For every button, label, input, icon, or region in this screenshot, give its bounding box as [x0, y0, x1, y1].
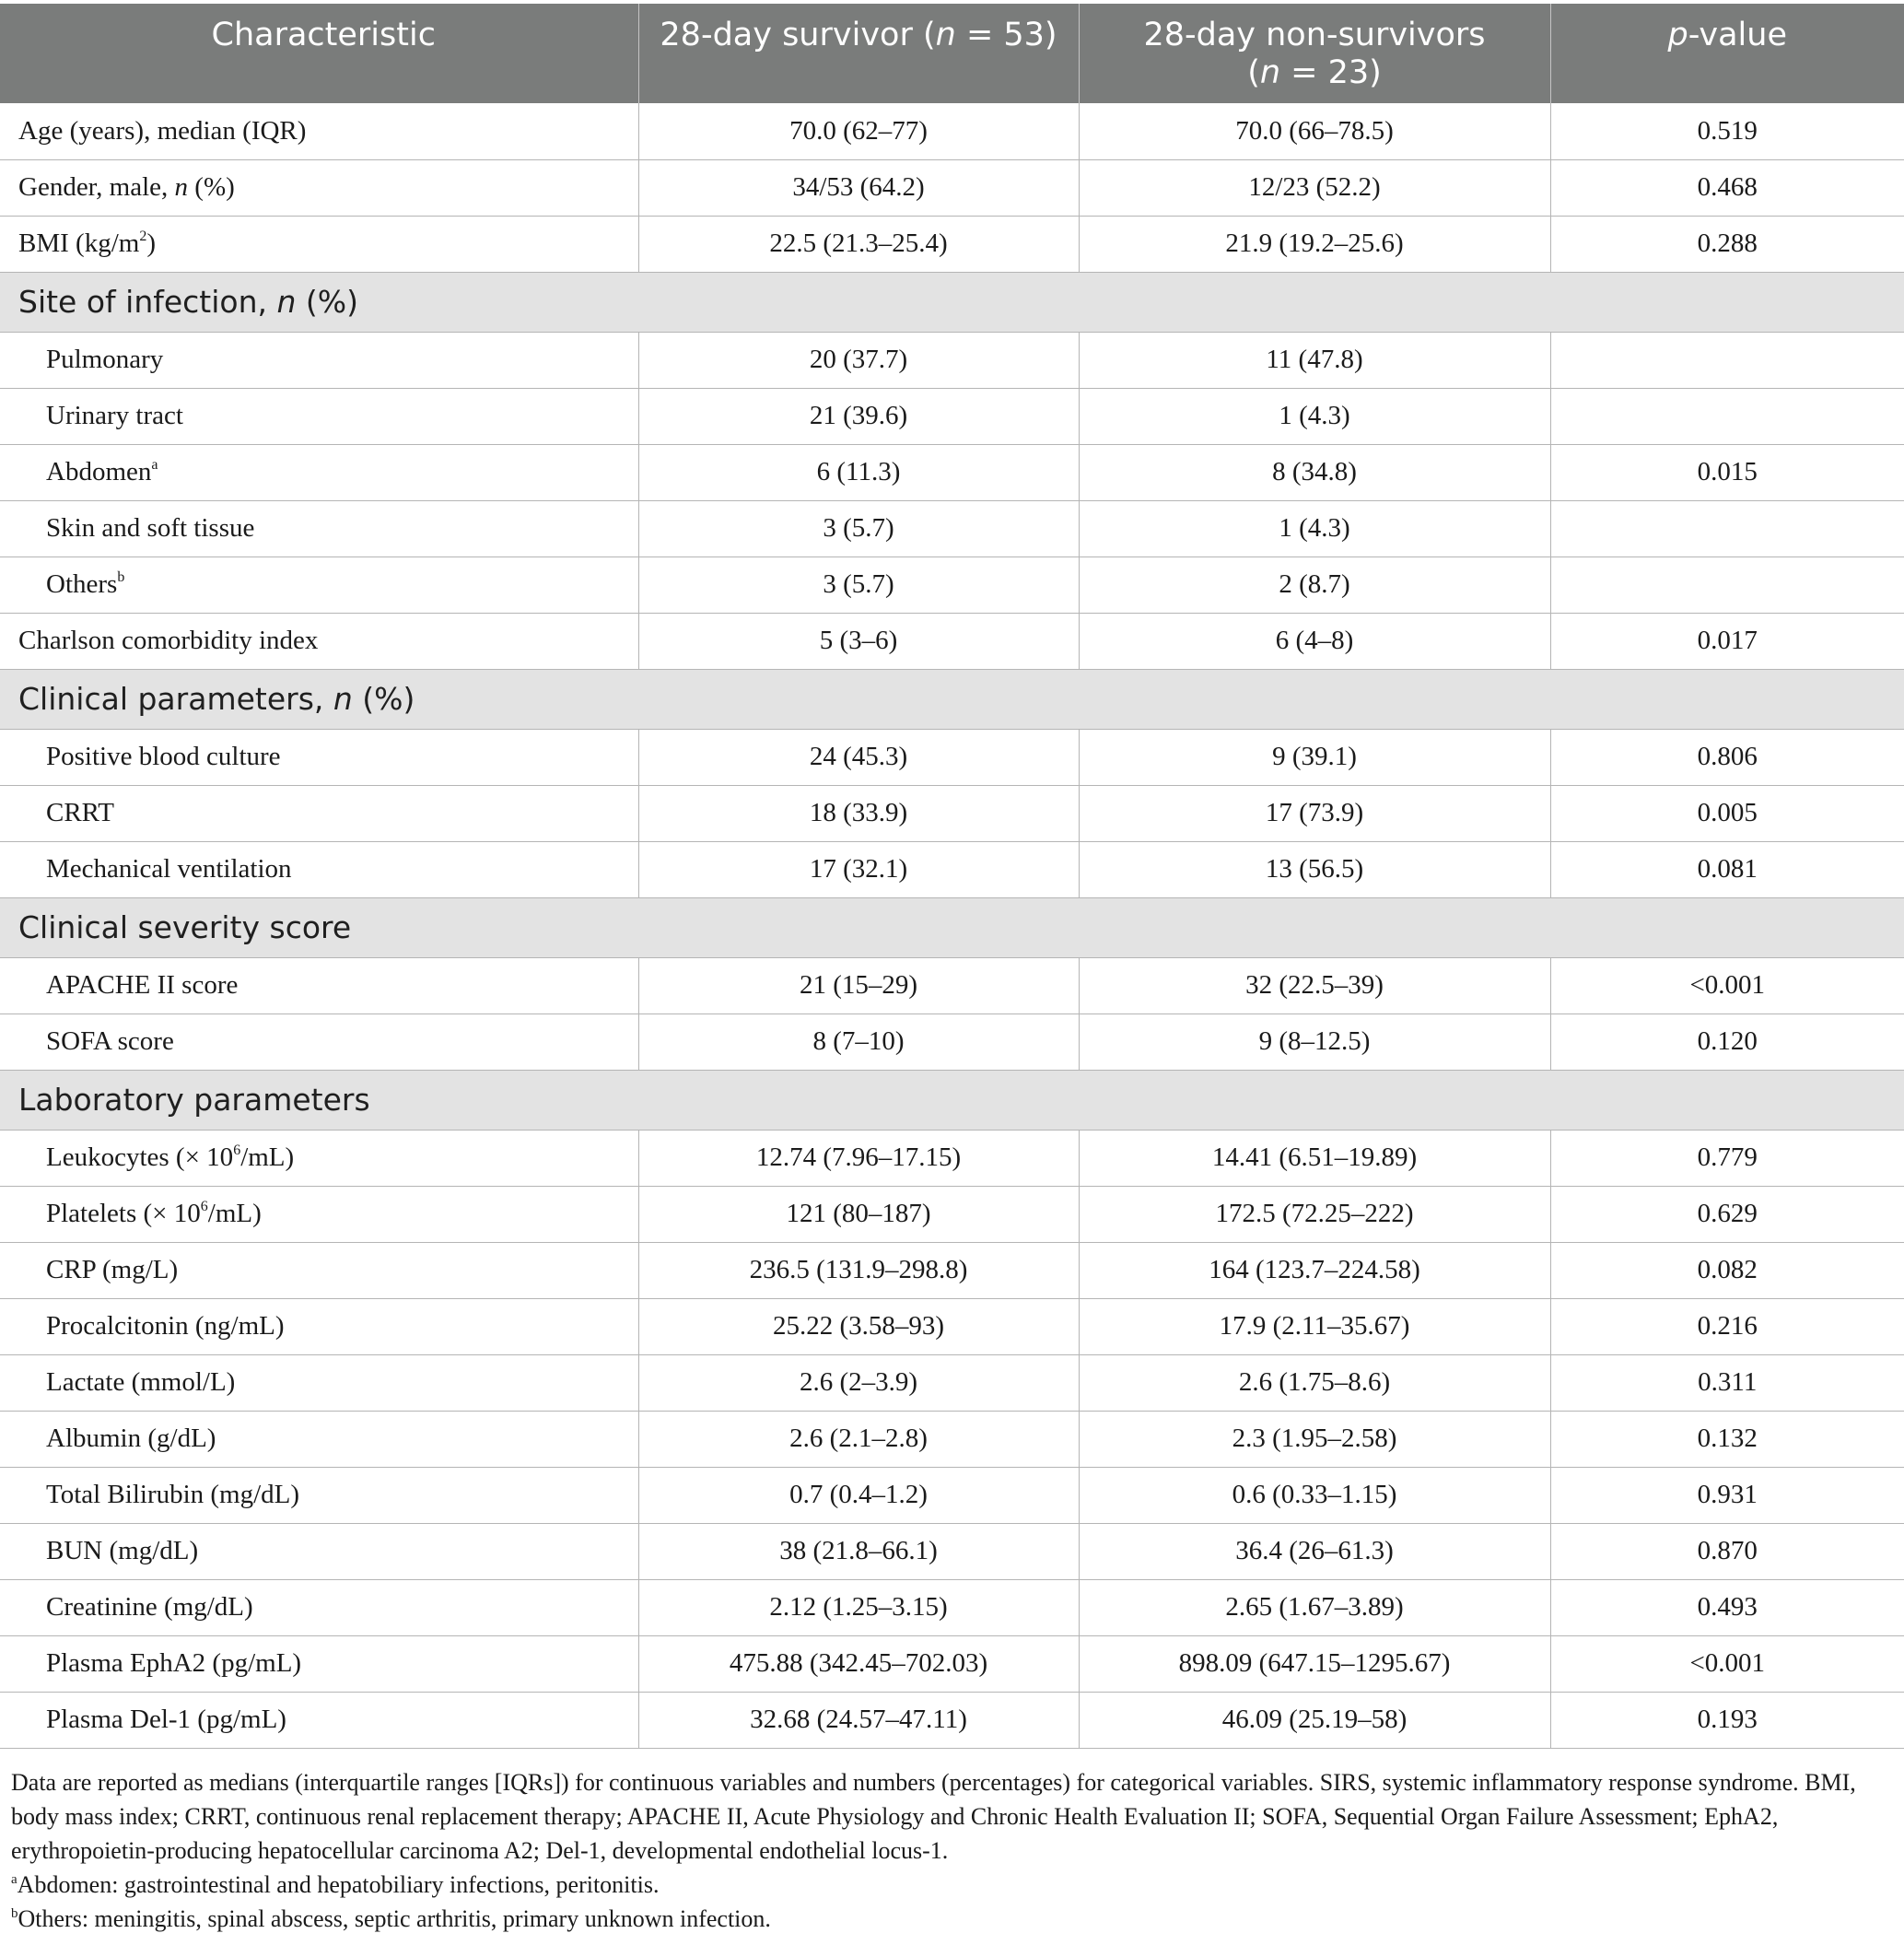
superscript: b [117, 569, 125, 585]
note-main: Data are reported as medians (interquartile ranges [IQRs]) for continuous variables and numbers (percentages) for categorical variables. SIRS, systemic inflammatory response syndrome. BMI, body mass index; CRRT, continuous renal replacement therapy; APACHE II, Acute Physiology and Chronic Health Evaluation II; SOFA, Sequential Organ Failure Assessment; EphA2, erythropoietin-producing hepatocellular carcinoma A2; Del-1, developmental endothelial locus-1. [11, 1768, 1856, 1864]
cell-survivor: 3 (5.7) [638, 500, 1079, 557]
section-header-row [0, 669, 1904, 729]
header-p-value: p-value [1550, 4, 1904, 103]
cell-p-value: 0.193 [1550, 1692, 1904, 1748]
cell-p-value: 0.311 [1550, 1354, 1904, 1411]
row-label [0, 1186, 638, 1242]
superscript: 6 [233, 1142, 241, 1158]
label-text: Laboratory parameters [18, 1082, 370, 1118]
cell-non-survivor: 1 (4.3) [1079, 500, 1550, 557]
cell-p-value [1550, 557, 1904, 613]
cell-non-survivor: 13 (56.5) [1079, 841, 1550, 897]
label-text: Charlson comorbidity index [18, 626, 319, 655]
label-text: Others [46, 569, 118, 599]
row-label [0, 444, 638, 500]
cell-non-survivor: 9 (39.1) [1079, 729, 1550, 785]
row-label [0, 388, 638, 444]
cell-p-value: 0.493 [1550, 1579, 1904, 1635]
label-text: Positive blood culture [46, 742, 281, 771]
cell-non-survivor: 2.6 (1.75–8.6) [1079, 1354, 1550, 1411]
row-label [0, 1411, 638, 1467]
cell-survivor: 0.7 (0.4–1.2) [638, 1467, 1079, 1523]
label-text: n [174, 172, 189, 202]
cell-survivor: 2.6 (2–3.9) [638, 1354, 1079, 1411]
note-a: $^a$Abdomen: gastrointestinal and hepatobiliary infections, peritonitis. [11, 1870, 660, 1898]
cell-non-survivor: 17.9 (2.11–35.67) [1079, 1298, 1550, 1354]
section-label [0, 669, 1904, 729]
row-label [0, 957, 638, 1014]
note-b: $^b$Others: meningitis, spinal abscess, septic arthritis, primary unknown infection. [11, 1904, 771, 1932]
cell-p-value [1550, 388, 1904, 444]
row-label [0, 1467, 638, 1523]
cell-survivor: 22.5 (21.3–25.4) [638, 216, 1079, 272]
header-survivor: 28-day survivor (n = 53) [638, 4, 1079, 103]
label-text: APACHE II score [46, 970, 239, 1000]
label-text: /mL) [207, 1199, 262, 1228]
label-text: Leukocytes (× 10 [46, 1142, 234, 1172]
cell-survivor: 20 (37.7) [638, 332, 1079, 388]
table-row [0, 557, 1904, 613]
row-label [0, 1242, 638, 1298]
label-text: (%) [352, 681, 415, 717]
cell-non-survivor: 14.41 (6.51–19.89) [1079, 1130, 1550, 1186]
cell-survivor: 24 (45.3) [638, 729, 1079, 785]
row-label [0, 785, 638, 841]
label-text: Albumin (g/dL) [46, 1424, 216, 1453]
cell-p-value: 0.468 [1550, 159, 1904, 216]
cell-survivor: 2.12 (1.25–3.15) [638, 1579, 1079, 1635]
cell-p-value: <0.001 [1550, 1635, 1904, 1692]
label-text: ) [146, 228, 156, 258]
label-text: n [276, 284, 297, 320]
cell-survivor: 38 (21.8–66.1) [638, 1523, 1079, 1579]
cell-p-value: 0.931 [1550, 1467, 1904, 1523]
label-text: Urinary tract [46, 401, 183, 430]
cell-survivor: 32.68 (24.57–47.11) [638, 1692, 1079, 1748]
table-row [0, 1467, 1904, 1523]
cell-p-value: 0.629 [1550, 1186, 1904, 1242]
label-text: BUN (mg/dL) [46, 1536, 199, 1565]
label-text: Lactate (mmol/L) [46, 1367, 236, 1397]
row-label [0, 216, 638, 272]
label-text: CRP (mg/L) [46, 1255, 179, 1284]
cell-p-value: 0.806 [1550, 729, 1904, 785]
section-label [0, 897, 1904, 957]
table-row [0, 159, 1904, 216]
cell-survivor: 3 (5.7) [638, 557, 1079, 613]
label-text: Plasma EphA2 (pg/mL) [46, 1648, 302, 1678]
table-row [0, 500, 1904, 557]
label-text: Mechanical ventilation [46, 854, 292, 884]
table-body [0, 103, 1904, 1748]
cell-survivor: 21 (39.6) [638, 388, 1079, 444]
cell-p-value: 0.120 [1550, 1014, 1904, 1070]
label-text: Clinical severity score [18, 909, 352, 945]
cell-survivor: 5 (3–6) [638, 613, 1079, 669]
table-row [0, 1692, 1904, 1748]
header-characteristic: Characteristic [0, 4, 638, 103]
cell-non-survivor: 46.09 (25.19–58) [1079, 1692, 1550, 1748]
cell-survivor: 18 (33.9) [638, 785, 1079, 841]
table-row [0, 1411, 1904, 1467]
row-label [0, 103, 638, 159]
table-row [0, 957, 1904, 1014]
label-text: Plasma Del-1 (pg/mL) [46, 1705, 286, 1734]
cell-survivor: 70.0 (62–77) [638, 103, 1079, 159]
label-text: n [333, 681, 353, 717]
row-label [0, 1692, 638, 1748]
cell-non-survivor: 172.5 (72.25–222) [1079, 1186, 1550, 1242]
cell-p-value: 0.015 [1550, 444, 1904, 500]
cell-survivor: 2.6 (2.1–2.8) [638, 1411, 1079, 1467]
superscript: a [151, 457, 158, 473]
header-non-survivor: 28-day non-survivors (n = 23) [1079, 4, 1550, 103]
label-text: Abdomen [46, 457, 152, 486]
label-text: Creatinine (mg/dL) [46, 1592, 253, 1622]
section-label [0, 272, 1904, 332]
row-label [0, 1130, 638, 1186]
cell-non-survivor: 21.9 (19.2–25.6) [1079, 216, 1550, 272]
table-row [0, 1130, 1904, 1186]
cell-p-value: 0.288 [1550, 216, 1904, 272]
row-label [0, 332, 638, 388]
row-label [0, 1635, 638, 1692]
cell-survivor: 6 (11.3) [638, 444, 1079, 500]
cell-survivor: 8 (7–10) [638, 1014, 1079, 1070]
table-row [0, 388, 1904, 444]
table-row [0, 1354, 1904, 1411]
table-row [0, 613, 1904, 669]
table-row [0, 1186, 1904, 1242]
row-label [0, 1298, 638, 1354]
cell-non-survivor: 164 (123.7–224.58) [1079, 1242, 1550, 1298]
table-row [0, 1635, 1904, 1692]
cell-non-survivor: 2.65 (1.67–3.89) [1079, 1579, 1550, 1635]
row-label [0, 1354, 638, 1411]
row-label [0, 613, 638, 669]
cell-p-value: 0.779 [1550, 1130, 1904, 1186]
cell-survivor: 121 (80–187) [638, 1186, 1079, 1242]
table-row [0, 1242, 1904, 1298]
label-text: Pulmonary [46, 345, 164, 374]
row-label [0, 729, 638, 785]
label-text: Gender, male, [18, 172, 175, 202]
cell-non-survivor: 0.6 (0.33–1.15) [1079, 1467, 1550, 1523]
cell-survivor: 17 (32.1) [638, 841, 1079, 897]
header-row [0, 4, 1904, 103]
table-row [0, 332, 1904, 388]
cell-p-value: 0.005 [1550, 785, 1904, 841]
table-notes [0, 1749, 1904, 1936]
row-label [0, 557, 638, 613]
cell-non-survivor: 32 (22.5–39) [1079, 957, 1550, 1014]
cell-survivor: 236.5 (131.9–298.8) [638, 1242, 1079, 1298]
cell-non-survivor: 8 (34.8) [1079, 444, 1550, 500]
cell-survivor: 475.88 (342.45–702.03) [638, 1635, 1079, 1692]
cell-p-value [1550, 332, 1904, 388]
label-text: Total Bilirubin (mg/dL) [46, 1480, 300, 1509]
cell-p-value: 0.082 [1550, 1242, 1904, 1298]
label-text: SOFA score [46, 1026, 174, 1056]
cell-p-value [1550, 500, 1904, 557]
table-row [0, 1298, 1904, 1354]
label-text: Platelets (× 10 [46, 1199, 201, 1228]
label-text: /mL) [240, 1142, 295, 1172]
cell-p-value: 0.132 [1550, 1411, 1904, 1467]
cell-non-survivor: 11 (47.8) [1079, 332, 1550, 388]
cell-p-value: 0.017 [1550, 613, 1904, 669]
table-row [0, 1014, 1904, 1070]
table-row [0, 444, 1904, 500]
cell-non-survivor: 70.0 (66–78.5) [1079, 103, 1550, 159]
cell-non-survivor: 36.4 (26–61.3) [1079, 1523, 1550, 1579]
cell-p-value: 0.216 [1550, 1298, 1904, 1354]
cell-non-survivor: 6 (4–8) [1079, 613, 1550, 669]
cell-survivor: 25.22 (3.58–93) [638, 1298, 1079, 1354]
label-text: (%) [296, 284, 359, 320]
table-row [0, 841, 1904, 897]
cell-non-survivor: 12/23 (52.2) [1079, 159, 1550, 216]
table-row [0, 729, 1904, 785]
label-text: CRRT [46, 798, 115, 827]
row-label [0, 1523, 638, 1579]
characteristics-table [0, 4, 1904, 1749]
superscript: 6 [200, 1199, 208, 1214]
table-wrapper [0, 4, 1904, 1936]
table-row [0, 103, 1904, 159]
cell-survivor: 12.74 (7.96–17.15) [638, 1130, 1079, 1186]
row-label [0, 1014, 638, 1070]
table-row [0, 1523, 1904, 1579]
superscript: 2 [139, 228, 147, 244]
section-label [0, 1070, 1904, 1130]
row-label [0, 1579, 638, 1635]
cell-non-survivor: 2.3 (1.95–2.58) [1079, 1411, 1550, 1467]
row-label [0, 500, 638, 557]
row-label [0, 841, 638, 897]
cell-survivor: 34/53 (64.2) [638, 159, 1079, 216]
table-row [0, 785, 1904, 841]
table-row [0, 1579, 1904, 1635]
section-header-row [0, 272, 1904, 332]
cell-non-survivor: 2 (8.7) [1079, 557, 1550, 613]
cell-survivor: 21 (15–29) [638, 957, 1079, 1014]
section-header-row [0, 1070, 1904, 1130]
cell-p-value: 0.870 [1550, 1523, 1904, 1579]
cell-non-survivor: 9 (8–12.5) [1079, 1014, 1550, 1070]
cell-p-value: 0.519 [1550, 103, 1904, 159]
row-label [0, 159, 638, 216]
label-text: Skin and soft tissue [46, 513, 255, 543]
label-text: Age (years), median (IQR) [18, 115, 307, 146]
label-text: (%) [188, 172, 235, 202]
cell-p-value: 0.081 [1550, 841, 1904, 897]
cell-p-value: <0.001 [1550, 957, 1904, 1014]
section-header-row [0, 897, 1904, 957]
label-text: Clinical parameters, [18, 681, 333, 717]
label-text: Site of infection, [18, 284, 277, 320]
cell-non-survivor: 898.09 (647.15–1295.67) [1079, 1635, 1550, 1692]
label-text: Procalcitonin (ng/mL) [46, 1311, 285, 1341]
table-row [0, 216, 1904, 272]
label-text: BMI (kg/m [18, 228, 140, 258]
cell-non-survivor: 1 (4.3) [1079, 388, 1550, 444]
cell-non-survivor: 17 (73.9) [1079, 785, 1550, 841]
